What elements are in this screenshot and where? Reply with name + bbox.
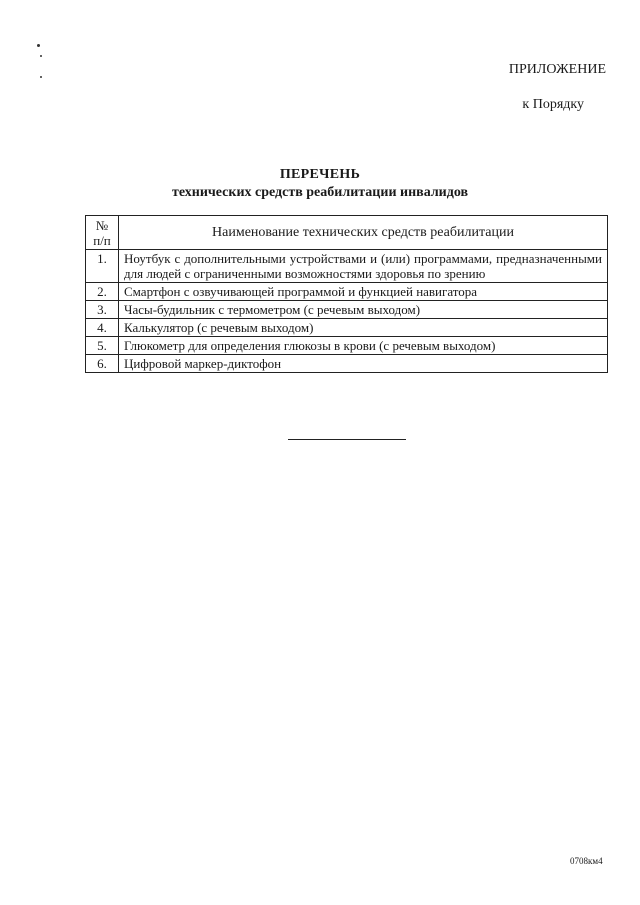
- appendix-header: [430, 62, 606, 113]
- table-row: [86, 283, 608, 301]
- table-row: [86, 337, 608, 355]
- column-header-number-line2: п/п: [93, 232, 111, 248]
- document-code: 0708км4: [570, 856, 603, 866]
- column-header-number-line1: №: [95, 217, 109, 233]
- closing-divider-line: [288, 439, 406, 440]
- table-header-row: [86, 216, 608, 250]
- row-number: 2.: [86, 283, 119, 301]
- scan-speck: [37, 44, 40, 47]
- rehabilitation-means-table: [85, 215, 608, 373]
- row-number: 5.: [86, 337, 119, 355]
- row-number: 6.: [86, 355, 119, 373]
- title-subtitle: технических средств реабилитации инвалидов: [171, 185, 469, 200]
- row-name: Ноутбук с дополнительными устройствами и (или) программами, предназначенными для людей с ограниченными возможностями здоровья по зрению: [119, 250, 608, 283]
- table-row: [86, 319, 608, 337]
- column-header-name: Наименование технических средств реабилитации: [119, 216, 608, 250]
- row-number: 4.: [86, 319, 119, 337]
- table-row: [86, 250, 608, 283]
- appendix-label: ПРИЛОЖЕНИЕ: [508, 62, 606, 77]
- row-name: Калькулятор (с речевым выходом): [119, 319, 608, 337]
- row-name: Глюкометр для определения глюкозы в крови (с речевым выходом): [119, 337, 608, 355]
- column-header-number: [86, 216, 119, 250]
- table-row: [86, 301, 608, 319]
- row-name: Часы-будильник с термометром (с речевым выходом): [119, 301, 608, 319]
- document-title: [0, 167, 640, 201]
- row-name: Смартфон с озвучивающей программой и функцией навигатора: [119, 283, 608, 301]
- row-number: 3.: [86, 301, 119, 319]
- row-name: Цифровой маркер-диктофон: [119, 355, 608, 373]
- table-row: [86, 355, 608, 373]
- scan-speck: [40, 55, 42, 57]
- row-number: 1.: [86, 250, 119, 283]
- title-main: ПЕРЕЧЕНЬ: [279, 167, 361, 182]
- scan-speck: [40, 76, 42, 78]
- appendix-reference: к Порядку: [522, 97, 584, 112]
